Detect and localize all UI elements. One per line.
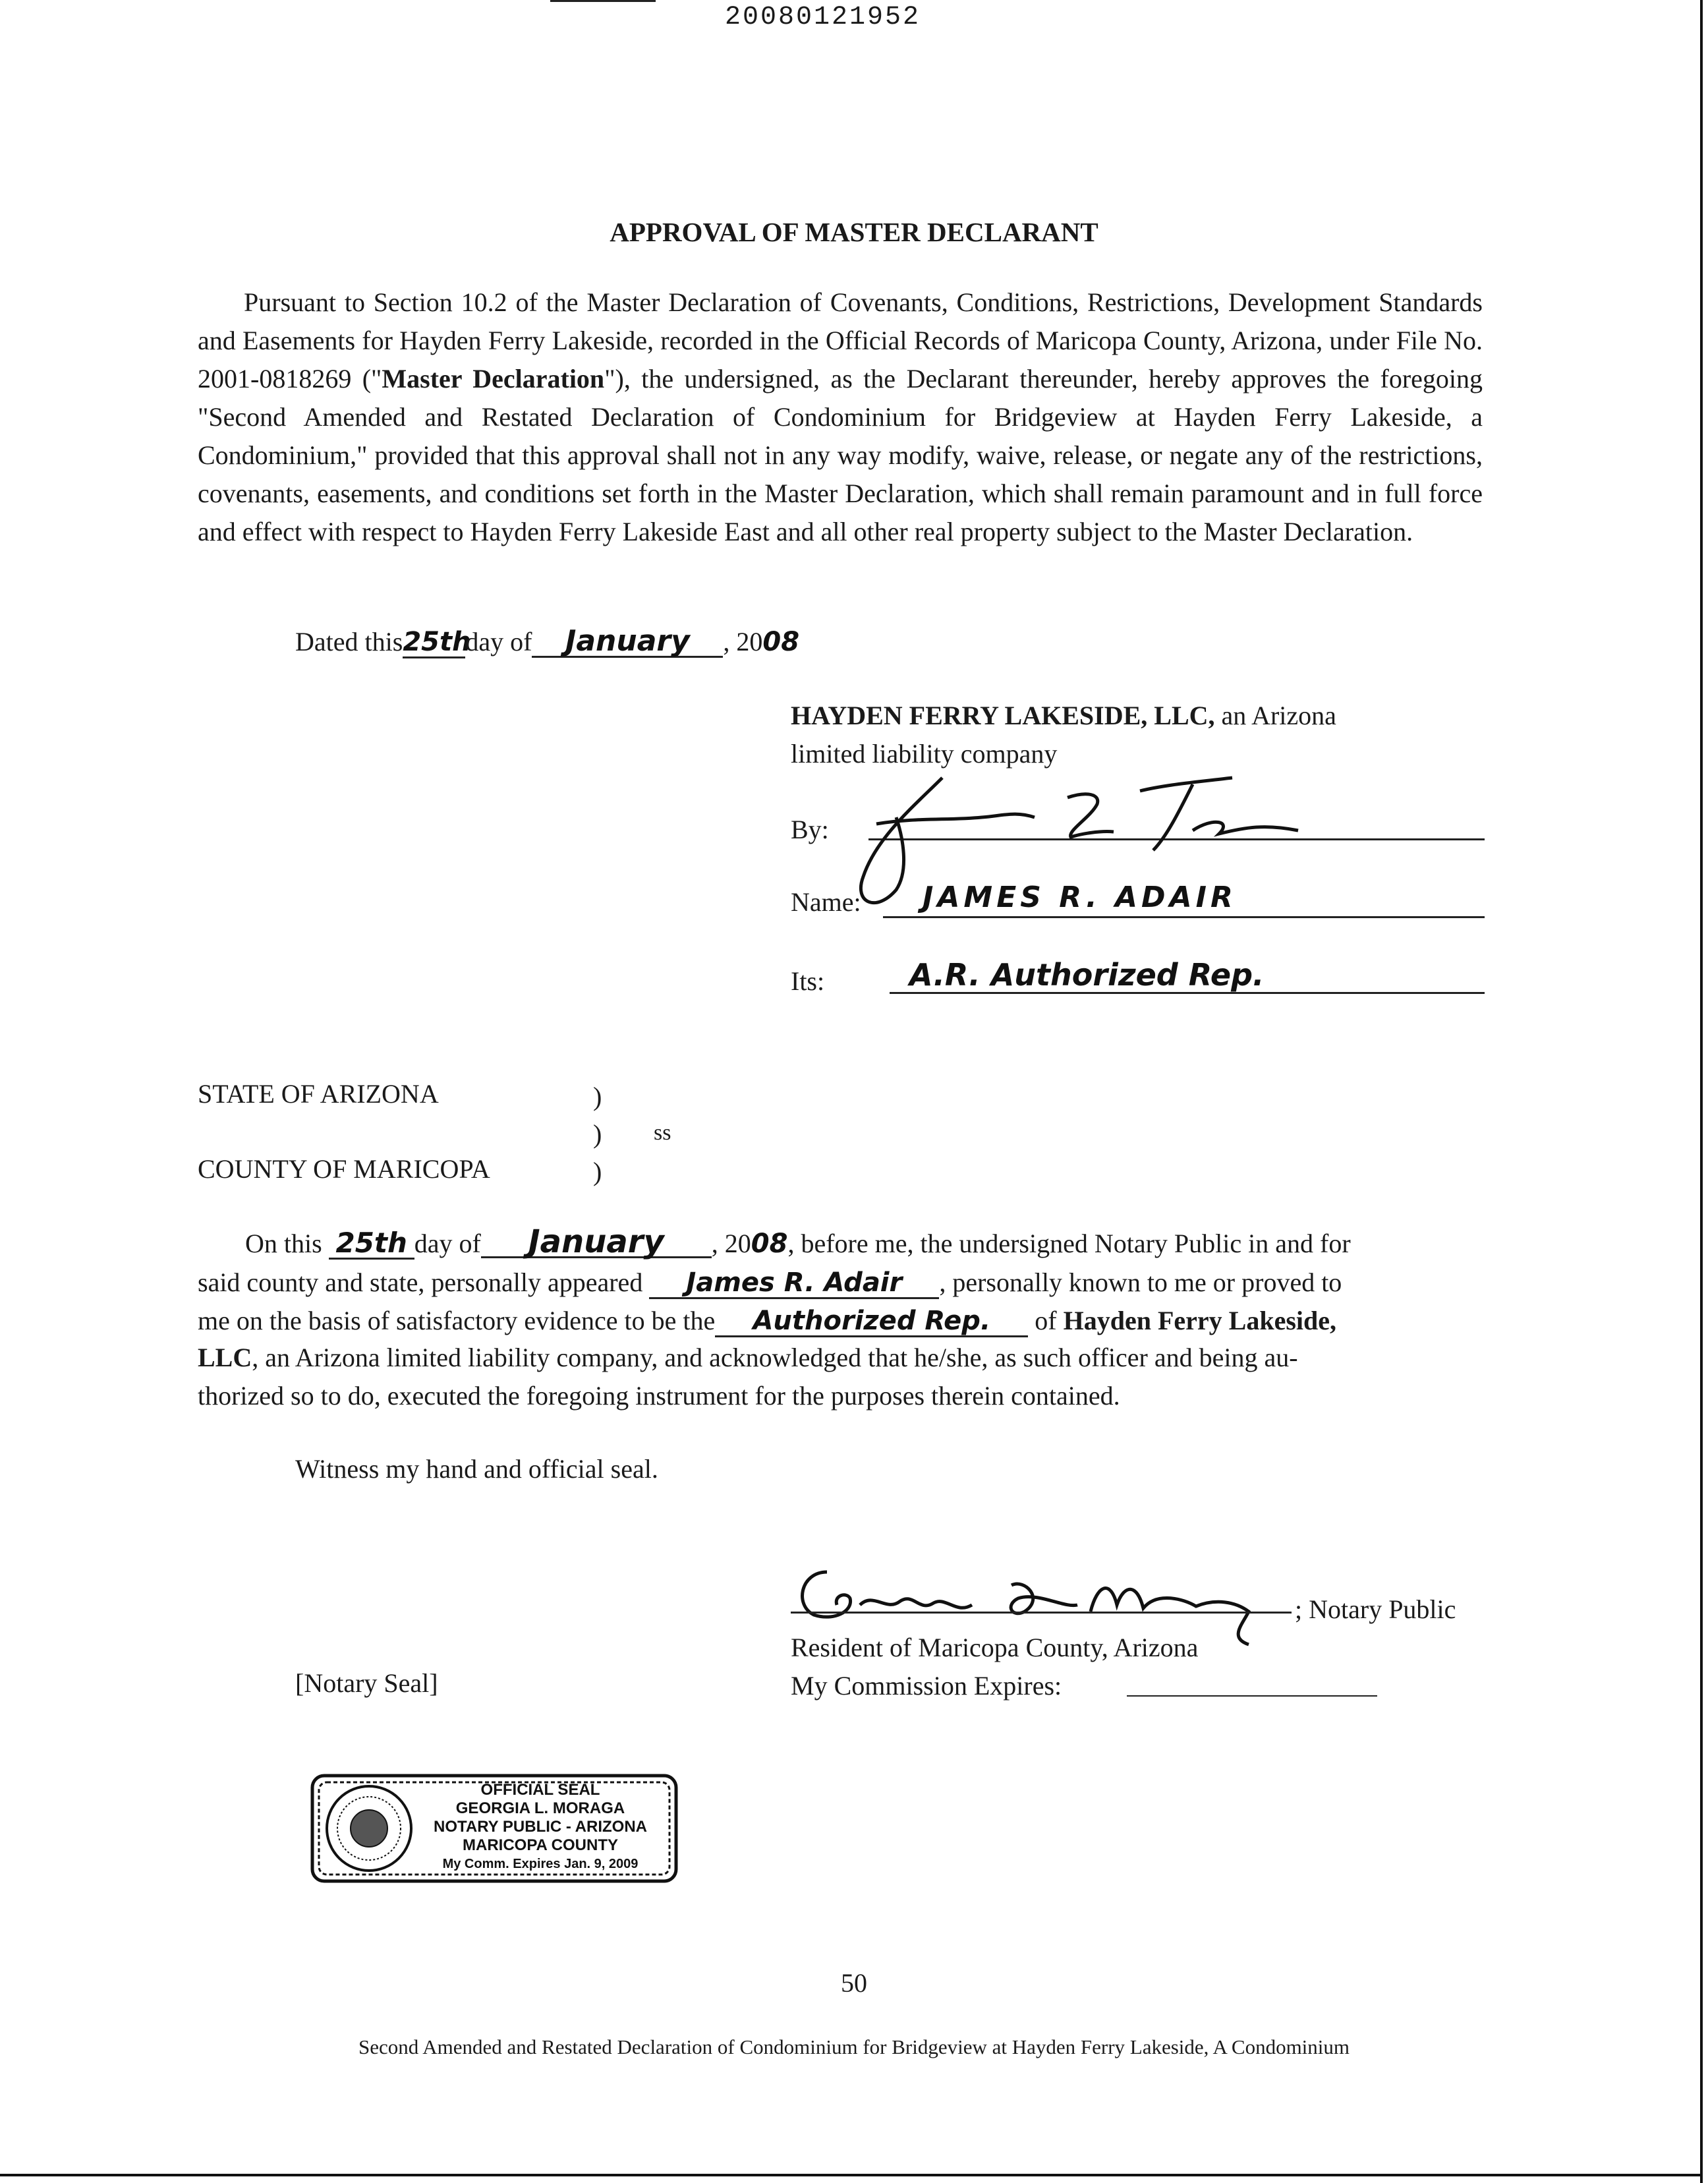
notary-text-acknowledged: , an Arizona limited liability company, and acknowledged that he/she, as such officer and being au- [252, 1343, 1298, 1372]
notary-line-1 [245, 1223, 1351, 1260]
company-name: HAYDEN FERRY LAKESIDE, LLC, [791, 701, 1215, 730]
notary-signature-line [791, 1612, 1292, 1614]
name-handwritten: JAMES R. ADAIR [923, 881, 1237, 914]
notary-person-handwritten: James R. Adair [649, 1268, 939, 1299]
seal-line-4: MARICOPA COUNTY [463, 1836, 618, 1854]
company-name-line [791, 700, 1336, 731]
page-title: APPROVAL OF MASTER DECLARANT [610, 217, 1098, 247]
approval-paragraph [198, 283, 1483, 551]
seal-line-2: GEORGIA L. MORAGA [455, 1799, 625, 1817]
notary-company-name: Hayden Ferry Lakeside, [1063, 1306, 1337, 1335]
witness-line: Witness my hand and official seal. [295, 1454, 658, 1484]
approval-text-2: "), the undersigned, as the Declarant thereunder, hereby approves the foregoing "Second Amended and Restated Declaration of Condominium for Bridgeview at Hayden Ferry Lakeside, a Condominium," provided that this approval shall not in any way modify, waive, release, or negate any of the restrictions, covenants, easements, and conditions set forth in the Master Declaration, which shall remain paramount and in full force and effect with respect to Hayden Ferry Lakeside East and all other real property subject to the Master Declaration. [198, 364, 1483, 546]
notary-role-handwritten: Authorized Rep. [715, 1306, 1028, 1337]
venue-ss: ss [654, 1121, 671, 1145]
name-line [883, 916, 1485, 918]
venue-state: STATE OF ARIZONA [198, 1079, 439, 1109]
venue-county: COUNTY OF MARICOPA [198, 1154, 490, 1184]
venue-paren-2: ) [593, 1119, 602, 1149]
notary-month-handwritten: January [481, 1227, 712, 1258]
its-handwritten: A.R. Authorized Rep. [909, 957, 1265, 993]
seal-text [415, 1781, 666, 1873]
document-number: 20080121952 [725, 3, 921, 32]
notary-text-appeared: said county and state, personally appeared [198, 1267, 643, 1297]
official-seal-stamp [310, 1773, 679, 1884]
master-declaration-term: Master Declaration [382, 364, 605, 393]
by-label: By: [791, 815, 829, 844]
notary-line-4 [198, 1342, 1298, 1373]
notary-text-day-of: day of [414, 1229, 481, 1258]
dated-year-prefix: , 20 [723, 627, 763, 656]
company-type: limited liability company [791, 739, 1058, 769]
seal-line-3: NOTARY PUBLIC - ARIZONA [434, 1818, 647, 1836]
page-number: 50 [841, 1968, 867, 1998]
notary-text-of: of [1035, 1306, 1064, 1335]
seal-line-5: My Comm. Expires Jan. 9, 2009 [442, 1857, 639, 1871]
notary-day-handwritten: 25th [329, 1229, 414, 1260]
venue-paren-3: ) [593, 1157, 602, 1186]
notary-commission-label: My Commission Expires: [791, 1671, 1062, 1701]
scan-edge-right [1700, 0, 1703, 2183]
notary-text-on-this: On this [245, 1229, 322, 1258]
dated-prefix: Dated this [295, 627, 403, 656]
notary-line-2 [198, 1267, 1342, 1299]
name-label: Name: [791, 887, 861, 917]
venue-paren-1: ) [593, 1082, 602, 1111]
company-name-rest: an Arizona [1214, 701, 1336, 730]
notary-text-before-me: , before me, the undersigned Notary Public in and for [787, 1229, 1351, 1258]
dated-month-handwritten: January [532, 627, 723, 658]
notary-resident: Resident of Maricopa County, Arizona [791, 1633, 1199, 1662]
notary-text-evidence: me on the basis of satisfactory evidence to be the [198, 1306, 716, 1335]
seal-line-1: OFFICIAL SEAL [480, 1781, 600, 1799]
approval-text-1: Pursuant to Section 10.2 of the Master Declaration of Covenants, Conditions, Restrictions, Development Standards and Easements for Hayden Ferry Lakeside, recorded in the Official Records of Maricopa County, Arizona, under File No. 2001-0818269 (" [198, 287, 1483, 393]
notary-line-5: thorized so to do, executed the foregoing instrument for the purposes therein contained. [198, 1381, 1120, 1411]
notary-llc: LLC [198, 1343, 252, 1372]
notary-public-suffix: ; Notary Public [1295, 1594, 1456, 1624]
its-label: Its: [791, 966, 825, 996]
dated-year-handwritten: 08 [762, 627, 800, 657]
scan-edge-bottom [0, 2174, 1700, 2176]
commission-expires-line [1127, 1695, 1377, 1697]
notary-text-year-prefix: , 20 [711, 1229, 751, 1258]
page-footer: Second Amended and Restated Declaration of Condominium for Bridgeview at Hayden Ferry Lakeside, A Condominium [358, 2035, 1350, 2058]
notary-line-3 [198, 1305, 1336, 1337]
dated-day-handwritten: 25th [403, 627, 471, 657]
dated-line [295, 626, 799, 658]
top-rule [550, 0, 656, 2]
notary-year-handwritten: 08 [751, 1229, 788, 1259]
dated-mid: day of [465, 627, 532, 656]
notary-seal-placeholder: [Notary Seal] [295, 1668, 438, 1698]
notary-text-known: , personally known to me or proved to [939, 1267, 1342, 1297]
